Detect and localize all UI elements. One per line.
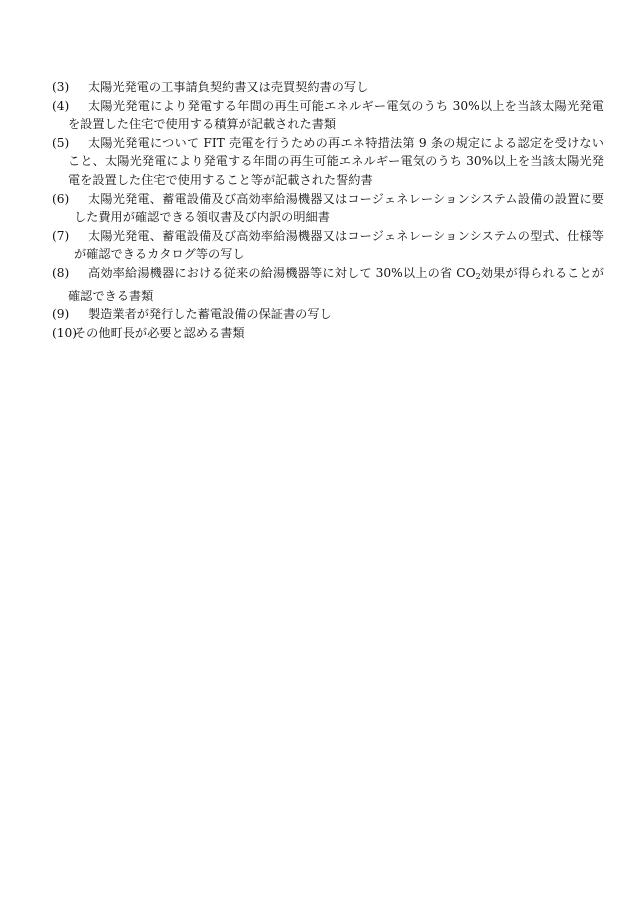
list-item (52, 134, 604, 190)
item-text-after: 効果が得られることが確認できる書類 (68, 265, 604, 303)
subscript-two: 2 (475, 271, 481, 281)
required-documents-list (52, 78, 604, 342)
item-text: 製造業者が発行した蓄電設備の保証書の写し (88, 307, 332, 322)
item-number: (7) (52, 228, 70, 243)
item-text: 太陽光発電について FIT 売電を行うための再エネ特措法第 9 条の規定による認定を受けないこと、太陽光発電により発電する年間の再生可能エネルギー電気のうち 30%以上を当該太陽光発電を設置した住宅で使用すること等が記載された誓約書 (68, 135, 604, 187)
item-number: (4) (52, 98, 70, 113)
item-text: 太陽光発電、蓄電設備及び高効率給湯機器又はコージェネレーションシステムの型式、仕様等が確認できるカタログ等の写し (74, 228, 604, 262)
list-item (52, 264, 604, 305)
item-number: (9) (52, 307, 70, 322)
item-number: (10) (52, 325, 78, 340)
item-text: 太陽光発電により発電する年間の再生可能エネルギー電気のうち 30%以上を当該太陽光発電を設置した住宅で使用する積算が記載された書類 (68, 98, 604, 132)
item-number: (8) (52, 265, 70, 280)
item-number: (3) (52, 80, 70, 94)
list-item (52, 97, 604, 134)
item-number: (6) (52, 191, 70, 206)
list-item (52, 78, 604, 97)
item-text: 太陽光発電、蓄電設備及び高効率給湯機器又はコージェネレーションシステム設備の設置に要した費用が確認できる領収書及び内訳の明細書 (74, 191, 604, 225)
item-text (52, 264, 604, 305)
list-item (52, 324, 604, 343)
list-item (52, 190, 604, 227)
item-text: 太陽光発電の工事請負契約書又は売買契約書の写し (88, 80, 369, 94)
list-item (52, 305, 604, 324)
item-text-before: 高効率給湯機器における従来の給湯機器等に対して 30%以上の省 CO (88, 265, 476, 280)
item-number: (5) (52, 135, 70, 150)
list-item (52, 227, 604, 264)
item-text: その他町長が必要と認める書類 (74, 325, 245, 340)
